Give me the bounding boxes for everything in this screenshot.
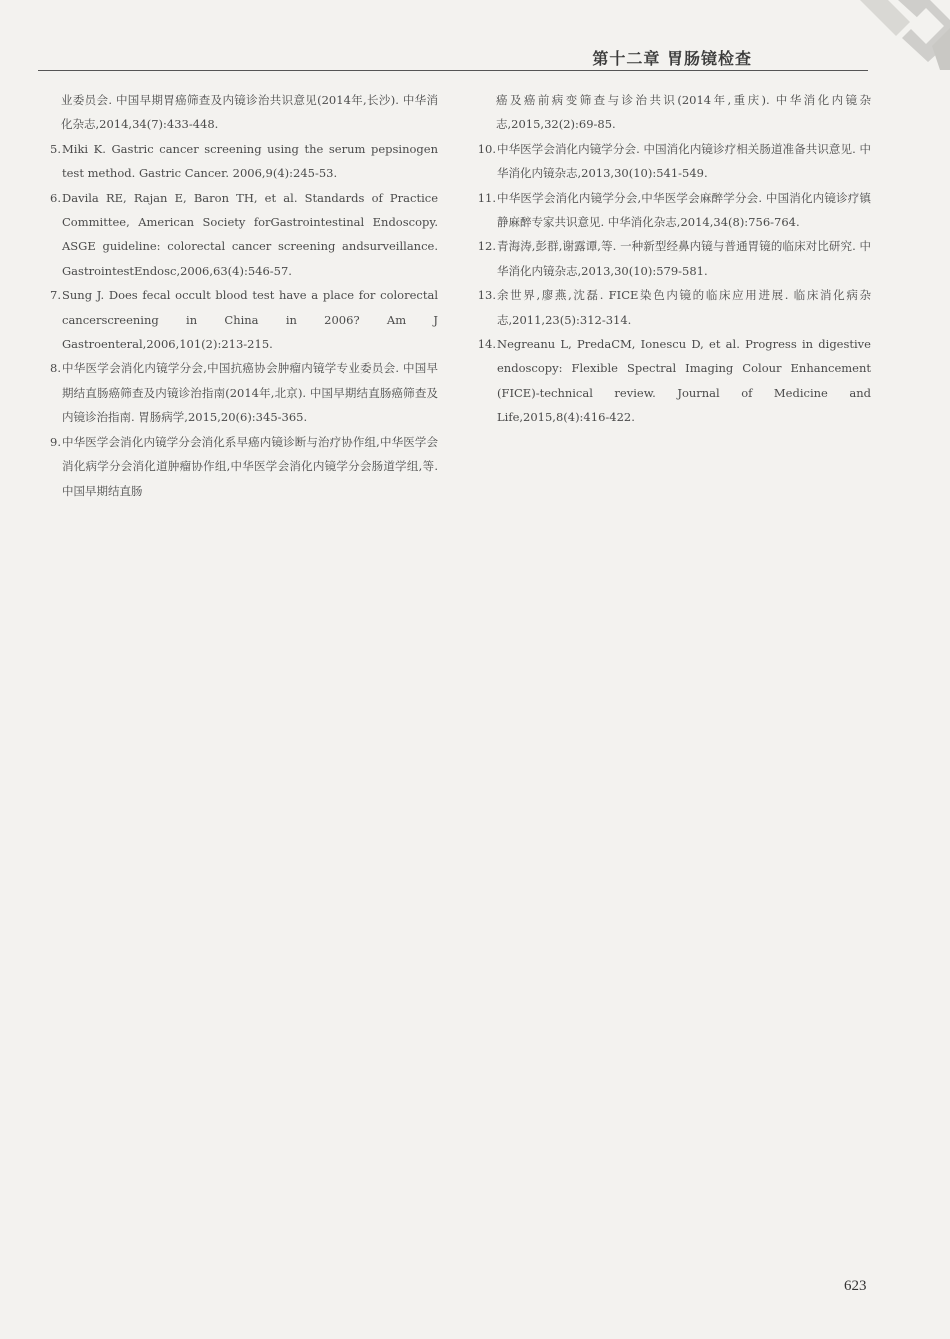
reference-text: 中华医学会消化内镜学分会,中华医学会麻醉学分会. 中国消化内镜诊疗镇静麻醉专家共识意见. 中华消化杂志,2014,34(8):756-764. xyxy=(497,190,871,230)
reference-number: 10. xyxy=(477,141,496,156)
chapter-header: 第十二章 胃肠镜检查 xyxy=(592,49,752,68)
reference-item xyxy=(36,88,438,137)
reference-item xyxy=(36,186,438,284)
header-rule xyxy=(38,70,868,71)
reference-number: 9. xyxy=(50,434,61,449)
reference-text: Sung J. Does fecal occult blood test have a place for colorectal cancerscreening in China in 2006? Am J Gastroenteral,2006,101(2):213-215. xyxy=(62,288,438,352)
reference-item xyxy=(471,137,871,186)
reference-text: 癌及癌前病变筛查与诊治共识(2014年,重庆). 中华消化内镜杂志,2015,32(2):69-85. xyxy=(496,93,871,132)
reference-item xyxy=(471,283,871,332)
reference-item xyxy=(471,88,871,137)
reference-text: Negreanu L, PredaCM, Ionescu D, et al. Progress in digestive endoscopy: Flexible Spectral Imaging Colour Enhancement (FICE)-technical review. Journal of Medicine and Life,2015,8(4):416-422. xyxy=(497,337,871,425)
reference-text: 青海涛,彭群,谢露谭,等. 一种新型经鼻内镜与普通胃镜的临床对比研究. 中华消化内镜杂志,2013,30(10):579-581. xyxy=(497,239,871,278)
reference-text: Davila RE, Rajan E, Baron TH, et al. Standards of Practice Committee, American Society forGastrointestinal Endoscopy. ASGE guideline: colorectal cancer screening andsurveillance. GastrointestEndosc,2006,63(4):546-57. xyxy=(62,190,438,278)
reference-number: 8. xyxy=(50,361,61,376)
reference-text: 余世界,廖燕,沈磊. FICE染色内镜的临床应用进展. 临床消化病杂志,2011,23(5):312-314. xyxy=(497,288,871,327)
reference-text: 业委员会. 中国早期胃癌筛查及内镜诊治共识意见(2014年,长沙). 中华消化杂志,2014,34(7):433-448. xyxy=(61,93,438,132)
corner-decoration-graphic xyxy=(840,0,950,75)
page-number: 623 xyxy=(844,1278,867,1294)
left-reference-column xyxy=(36,88,438,503)
right-reference-column xyxy=(471,88,871,430)
reference-item xyxy=(36,137,438,186)
reference-number: 5. xyxy=(50,141,61,156)
reference-item xyxy=(471,332,871,430)
reference-text: Miki K. Gastric cancer screening using the serum pepsinogen test method. Gastric Cancer. 2006,9(4):245-53. xyxy=(62,141,438,181)
reference-item xyxy=(36,430,438,503)
reference-text: 中华医学会消化内镜学分会. 中国消化内镜诊疗相关肠道准备共识意见. 中华消化内镜杂志,2013,30(10):541-549. xyxy=(497,141,871,181)
reference-text: 中华医学会消化内镜学分会消化系早癌内镜诊断与治疗协作组,中华医学会消化病学分会消化道肿瘤协作组,中华医学会消化内镜学分会肠道学组,等. 中国早期结直肠 xyxy=(62,434,438,498)
reference-number: 6. xyxy=(50,190,61,205)
reference-item xyxy=(36,356,438,429)
reference-number: 14. xyxy=(477,337,496,352)
reference-number: 7. xyxy=(50,288,61,303)
reference-text: 中华医学会消化内镜学分会,中国抗癌协会肿瘤内镜学专业委员会. 中国早期结直肠癌筛查及内镜诊治指南(2014年,北京). 中国早期结直肠癌筛查及内镜诊治指南. 胃肠病学,2015,20(6):345-365. xyxy=(62,361,438,425)
reference-number: 12. xyxy=(477,239,496,254)
reference-item xyxy=(471,234,871,283)
reference-number: 13. xyxy=(477,288,496,303)
reference-item xyxy=(471,186,871,235)
reference-number: 11. xyxy=(477,190,496,205)
reference-item xyxy=(36,283,438,356)
